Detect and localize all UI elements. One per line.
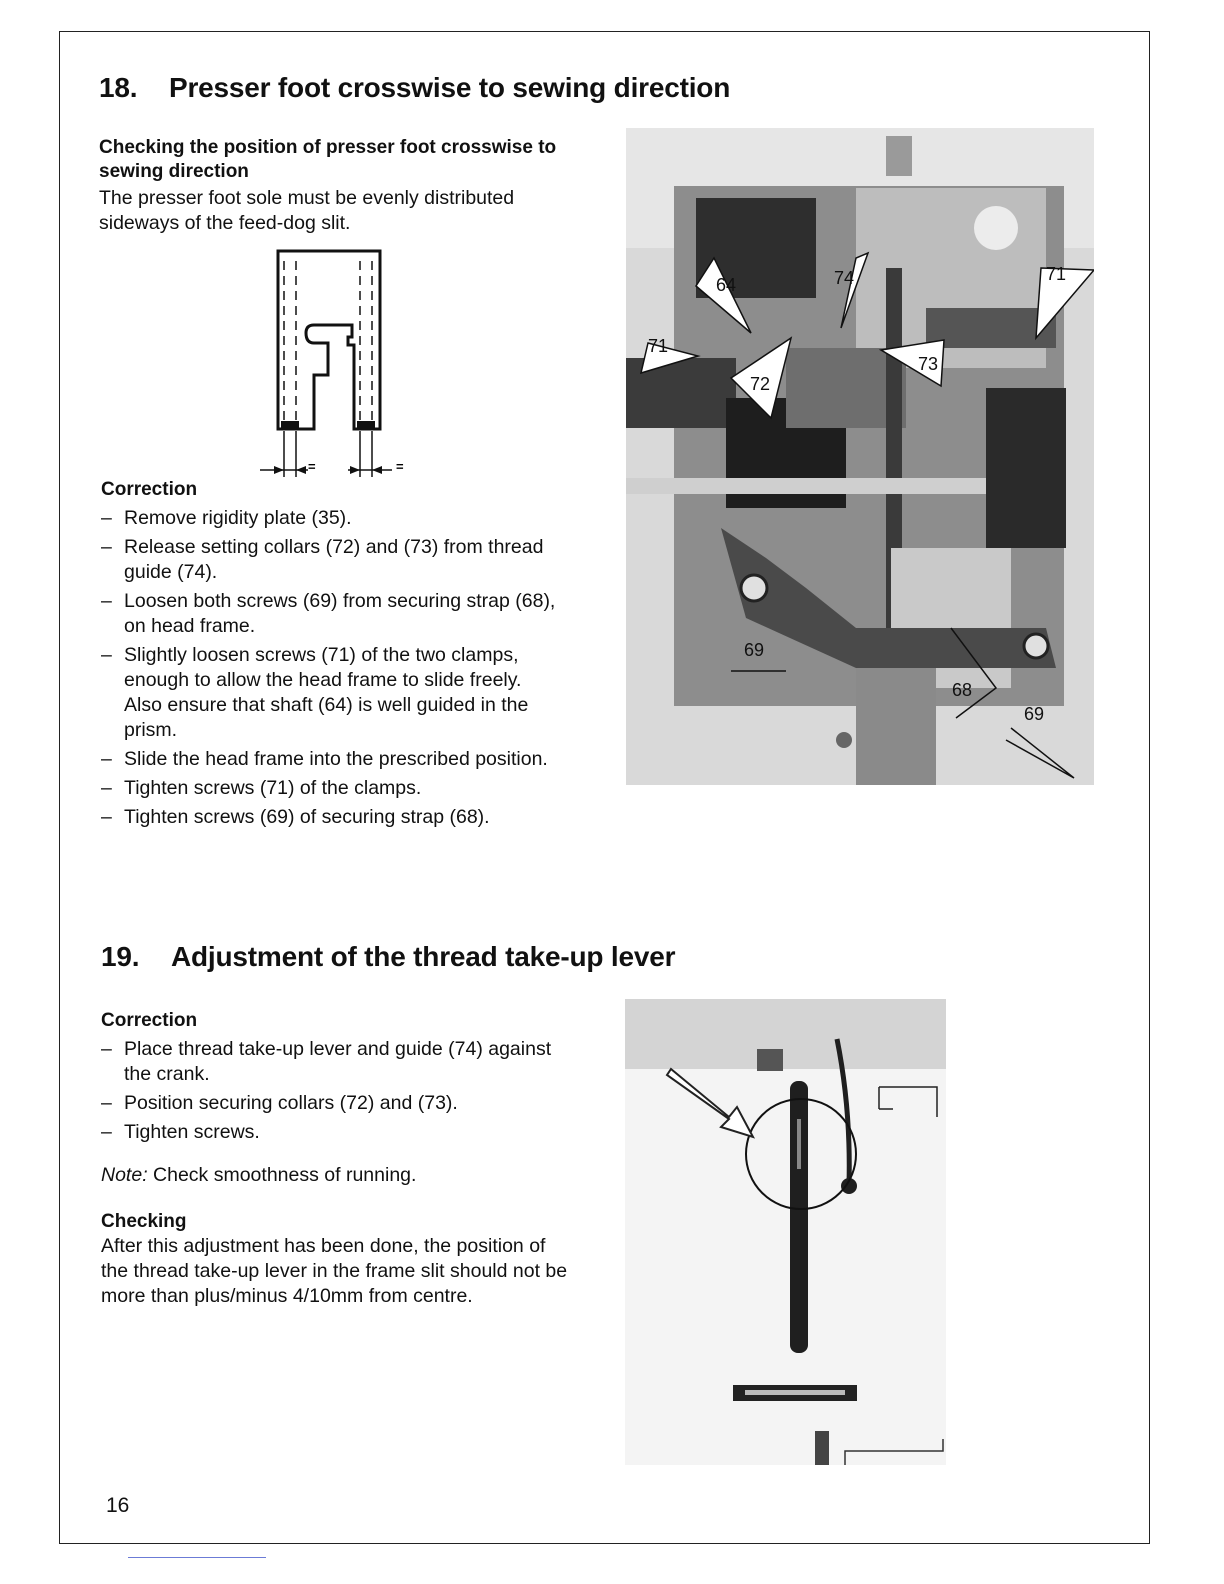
label-74: 74 bbox=[834, 268, 855, 288]
list-item: – Release setting collars (72) and (73) from thread guide (74). bbox=[101, 535, 561, 585]
label-71-left: 71 bbox=[648, 336, 669, 356]
section-18-check bbox=[99, 136, 579, 236]
list-item: – Loosen both screws (69) from securing strap (68), on head frame. bbox=[101, 589, 561, 639]
take-up-lever-photo bbox=[625, 999, 946, 1465]
correction-steps-18 bbox=[101, 506, 561, 830]
section-19-title: Adjustment of the thread take-up lever bbox=[171, 941, 676, 972]
section-19-heading bbox=[101, 941, 675, 973]
presser-foot-diagram bbox=[250, 245, 420, 480]
section-18-heading bbox=[99, 72, 730, 104]
section-19-body bbox=[101, 1009, 571, 1309]
list-item: – Tighten screws. bbox=[101, 1120, 571, 1145]
section-19-number: 19. bbox=[101, 941, 140, 972]
section-18-title: Presser foot crosswise to sewing direction bbox=[169, 72, 731, 103]
checking-text: After this adjustment has been done, the position of the thread take-up lever in the frame slit should not be more than plus/minus 4/10mm from centre. bbox=[101, 1235, 568, 1307]
list-item: – Place thread take-up lever and guide (74) against the crank. bbox=[101, 1037, 571, 1087]
list-item: – Slightly loosen screws (71) of the two clamps, enough to allow the head frame to slide freely. Also ensure that shaft (64) is well guided in the prism. bbox=[101, 643, 561, 743]
correction-heading-18: Correction bbox=[101, 479, 198, 500]
note-label: Note: bbox=[101, 1164, 148, 1186]
list-item: – Tighten screws (69) of securing strap (68). bbox=[101, 805, 561, 830]
label-64: 64 bbox=[716, 275, 737, 295]
correction-heading-19: Correction bbox=[101, 1010, 198, 1031]
footer-rule bbox=[128, 1557, 266, 1558]
diagram-mark-left: = bbox=[308, 459, 316, 474]
label-69-right: 69 bbox=[1024, 704, 1045, 724]
label-69-left: 69 bbox=[744, 640, 765, 660]
section-18-correction bbox=[101, 478, 561, 834]
list-item: – Position securing collars (72) and (73). bbox=[101, 1091, 571, 1116]
checking-heading: Checking bbox=[101, 1211, 187, 1232]
page-number: 16 bbox=[106, 1494, 130, 1517]
label-71-right: 71 bbox=[1046, 264, 1067, 284]
check-text-line1: The presser foot sole must be evenly distributed bbox=[99, 187, 515, 209]
section-18-number: 18. bbox=[99, 72, 138, 103]
list-item: – Tighten screws (71) of the clamps. bbox=[101, 776, 561, 801]
note bbox=[101, 1163, 571, 1188]
list-item: – Slide the head frame into the prescribed position. bbox=[101, 747, 561, 772]
label-72: 72 bbox=[750, 374, 771, 394]
label-73: 73 bbox=[918, 354, 939, 374]
check-heading-line1: Checking the position of presser foot crosswise to bbox=[99, 137, 557, 158]
list-item: – Remove rigidity plate (35). bbox=[101, 506, 561, 531]
correction-steps-19 bbox=[101, 1037, 571, 1145]
machine-head-photo bbox=[626, 128, 1094, 785]
diagram-mark-right: = bbox=[396, 459, 404, 474]
check-text-line2: sideways of the feed-dog slit. bbox=[99, 212, 351, 234]
check-heading-line2: sewing direction bbox=[99, 161, 249, 182]
note-text: Check smoothness of running. bbox=[153, 1164, 417, 1186]
label-68: 68 bbox=[952, 680, 973, 700]
